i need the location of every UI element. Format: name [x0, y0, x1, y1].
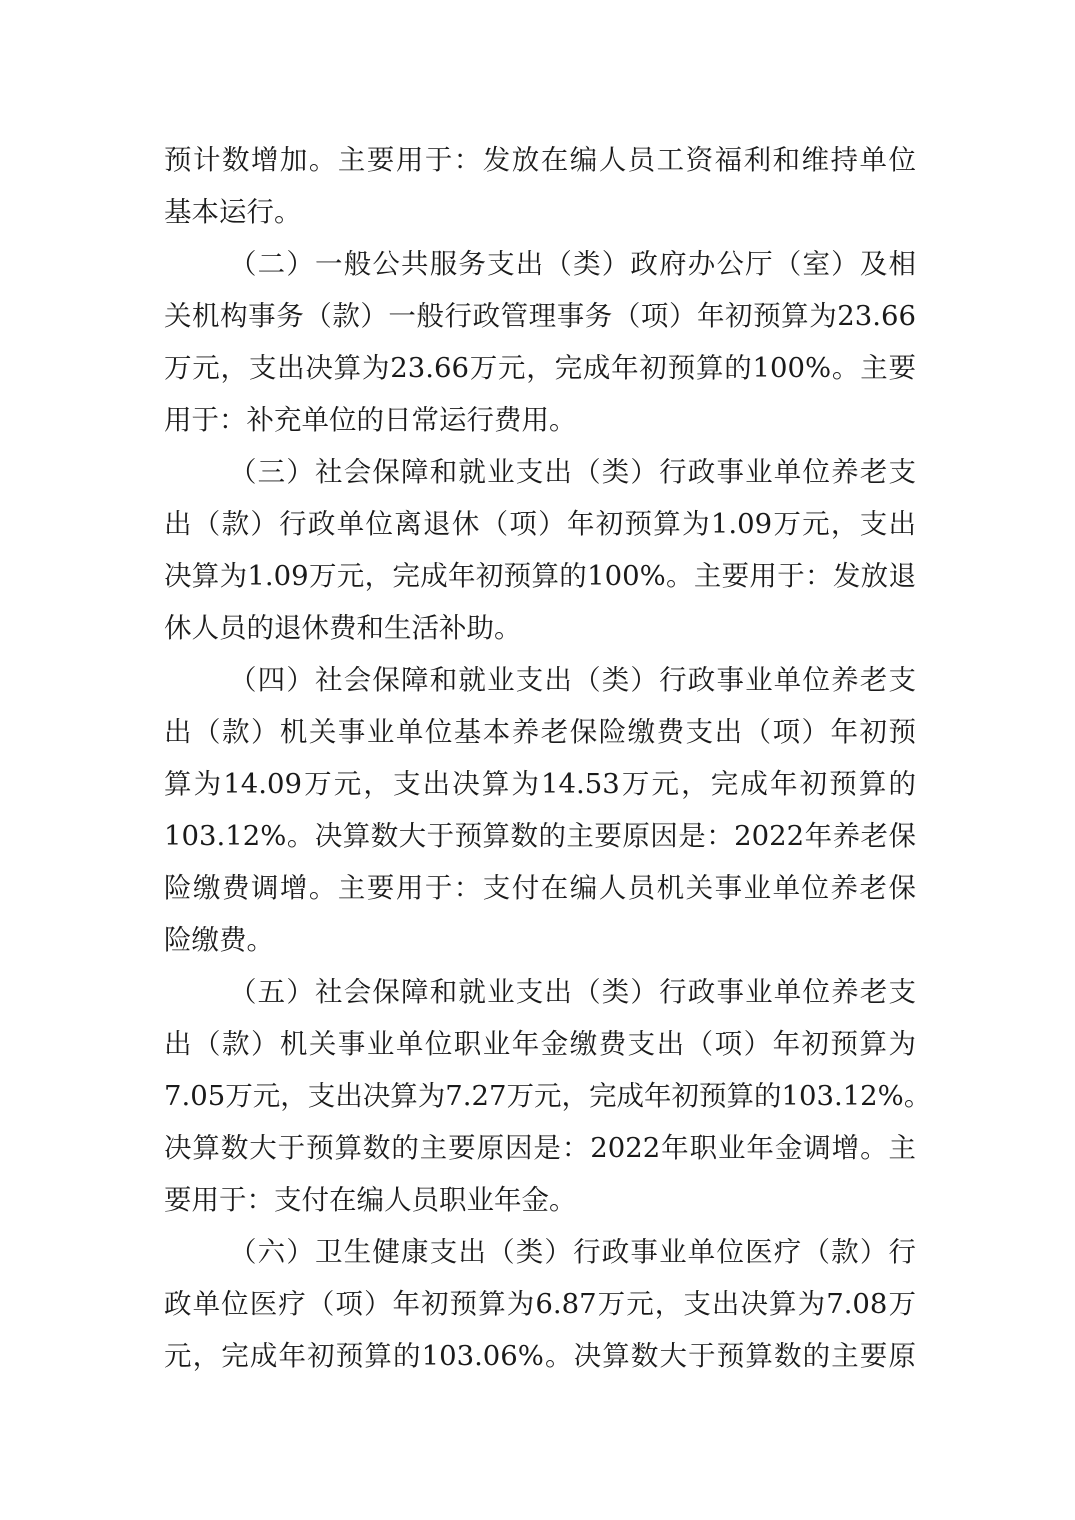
paragraph-line: 险缴费。	[164, 924, 274, 956]
paragraph-line: 政单位医疗（项）年初预算为6.87万元，支出决算为7.08万	[164, 1288, 916, 1320]
paragraph-line: 出（款）机关事业单位职业年金缴费支出（项）年初预算为	[164, 1028, 916, 1060]
paragraph-line: 休人员的退休费和生活补助。	[164, 612, 522, 644]
paragraph-line: 要用于：支付在编人员职业年金。	[164, 1184, 577, 1216]
paragraph-line: 7.05万元，支出决算为7.27万元，完成年初预算的103.12%。	[164, 1080, 932, 1112]
paragraph-line: 决算为1.09万元，完成年初预算的100%。主要用于：发放退	[164, 560, 916, 592]
paragraph-line: 预计数增加。主要用于：发放在编人员工资福利和维持单位	[164, 144, 916, 176]
paragraph-line: 险缴费调增。主要用于：支付在编人员机关事业单位养老保	[164, 872, 916, 904]
paragraph-line: 用于：补充单位的日常运行费用。	[164, 404, 577, 436]
paragraph-line: 万元，支出决算为23.66万元，完成年初预算的100%。主要	[164, 352, 916, 384]
paragraph-line: 算为14.09万元，支出决算为14.53万元，完成年初预算的	[164, 768, 916, 800]
paragraph-line: 元，完成年初预算的103.06%。决算数大于预算数的主要原	[164, 1340, 916, 1372]
paragraph-line: 103.12%。决算数大于预算数的主要原因是：2022年养老保	[164, 820, 916, 852]
paragraph-line: （四）社会保障和就业支出（类）行政事业单位养老支	[229, 664, 916, 696]
paragraph-line: （五）社会保障和就业支出（类）行政事业单位养老支	[229, 976, 916, 1008]
paragraph-line: 出（款）机关事业单位基本养老保险缴费支出（项）年初预	[164, 716, 916, 748]
paragraph-line: （三）社会保障和就业支出（类）行政事业单位养老支	[229, 456, 916, 488]
paragraph-line: 出（款）行政单位离退休（项）年初预算为1.09万元，支出	[164, 508, 916, 540]
paragraph-line: 关机构事务（款）一般行政管理事务（项）年初预算为23.66	[164, 300, 916, 332]
paragraph-line: （六）卫生健康支出（类）行政事业单位医疗（款）行	[229, 1236, 916, 1268]
paragraph-line: 决算数大于预算数的主要原因是：2022年职业年金调增。主	[164, 1132, 916, 1164]
paragraph-line: （二）一般公共服务支出（类）政府办公厅（室）及相	[229, 248, 916, 280]
paragraph-line: 基本运行。	[164, 196, 302, 228]
